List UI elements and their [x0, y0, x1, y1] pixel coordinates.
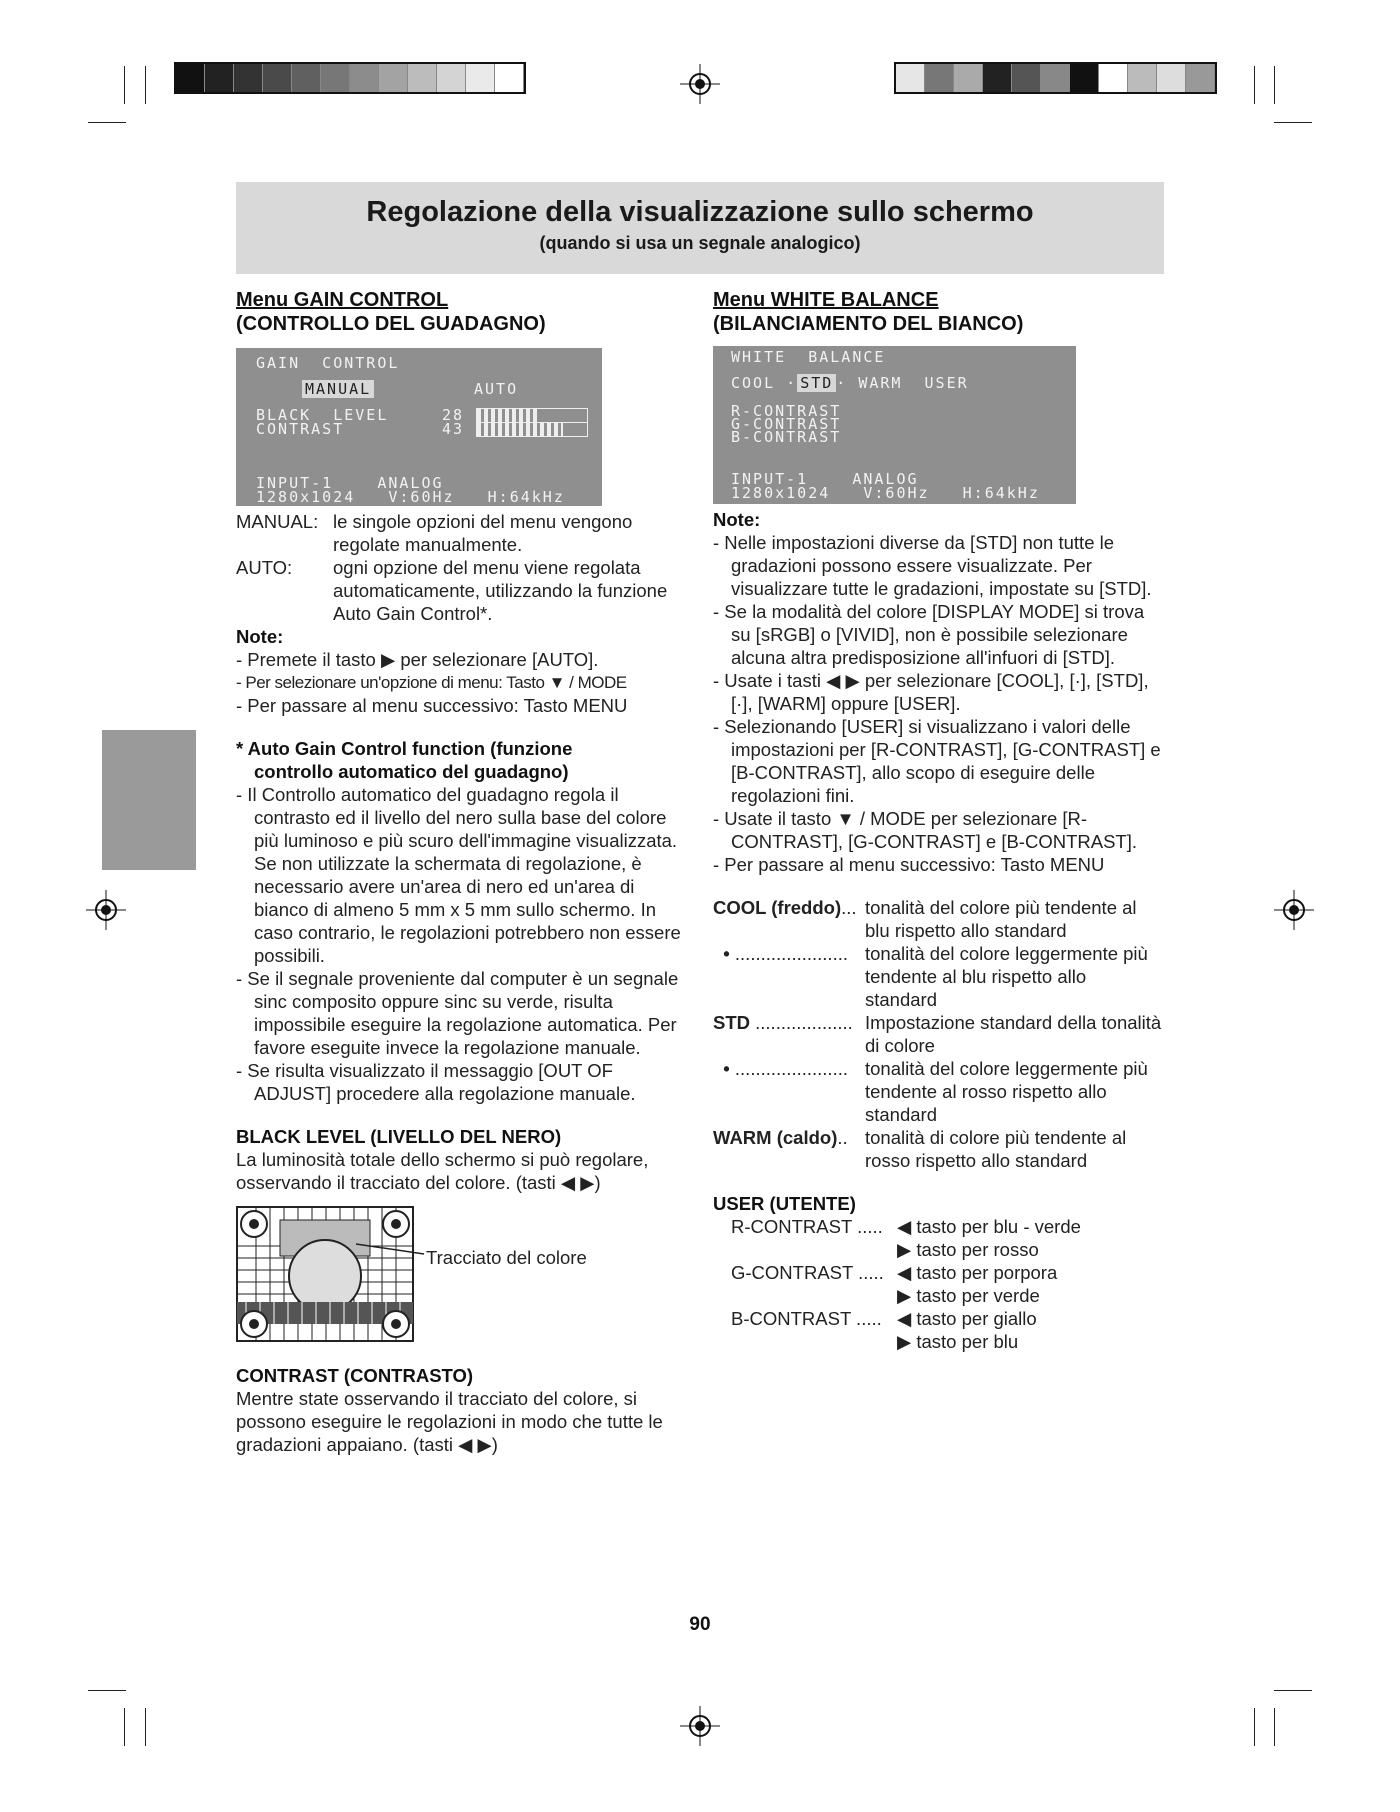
crop-mark: [145, 1708, 146, 1746]
osd-mode-row: COOL · STD · WARM USER: [731, 374, 969, 392]
osd-auto-option: AUTO: [474, 380, 519, 398]
black-level-title: BLACK LEVEL (LIVELLO DEL NERO): [236, 1126, 562, 1147]
crop-mark: [124, 66, 125, 104]
osd-input: INPUT-1 ANALOG: [731, 470, 919, 488]
side-tab: [102, 730, 196, 870]
osd-input: INPUT-1 ANALOG: [256, 474, 444, 492]
osd-black-bar: [476, 408, 588, 423]
user-r: R-CONTRAST ..... ◀ tasto per blu - verde ▶ tasto per rosso: [731, 1216, 1081, 1260]
note-item: - Per selezionare un'opzione di menu: Tasto ▼ / MODE: [236, 673, 627, 692]
agc-subtitle: controllo automatico del guadagno): [254, 761, 569, 782]
registration-mark-icon: [1274, 890, 1314, 930]
user-b: B-CONTRAST ..... ◀ tasto per giallo ▶ tasto per blu: [731, 1308, 1037, 1352]
color-bar-left: [174, 62, 526, 94]
def-std: STD ................... Impostazione standard della tonalità di colore: [713, 1012, 1162, 1056]
note-item: - Per passare al menu successivo: Tasto MENU: [713, 854, 1105, 875]
agc-item: - Se il segnale proveniente dal computer è un segnale sinc composito oppure sinc su verde, risulta impossibile eseguire la regolazione automatica. Per favore eseguite invece la regolazione manuale.: [236, 968, 679, 1058]
page-number: 90: [689, 1614, 711, 1635]
def-cool: COOL (freddo)... tonalità del colore più tendente al blu rispetto allo standard: [713, 897, 1137, 941]
def-dot: • ...................... tonalità del colore leggermente più tendente al blu rispetto allo standard: [713, 943, 1148, 1010]
manual-def: MANUAL: le singole opzioni del menu vengono regolate manualmente.: [236, 511, 633, 555]
osd-contrast-bar: [476, 422, 588, 437]
osd-black-value: 28: [442, 406, 465, 424]
crop-mark: [88, 122, 126, 123]
agc-item: - Se risulta visualizzato il messaggio [OUT OF ADJUST] procedere alla regolazione manuale.: [236, 1060, 636, 1104]
crop-mark: [88, 1690, 126, 1691]
auto-def: AUTO: ogni opzione del menu viene regolata automaticamente, utilizzando la funzione Auto Gain Control*.: [236, 557, 668, 624]
note-heading: Note:: [713, 509, 761, 530]
user-title: USER (UTENTE): [713, 1193, 856, 1214]
page-title: Regolazione della visualizzazione sullo schermo: [366, 196, 1034, 228]
agc-title: * Auto Gain Control function (funzione: [236, 738, 573, 759]
osd-contrast: CONTRAST: [256, 420, 345, 438]
gain-title: Menu GAIN CONTROL: [236, 289, 449, 311]
note-item: - Nelle impostazioni diverse da [STD] non tutte le gradazioni possono essere visualizzate. Per visualizzare tutte le gradazioni, impostate su [STD].: [713, 532, 1152, 599]
color-pattern-image: [236, 1206, 414, 1342]
gain-subtitle: (CONTROLLO DEL GUADAGNO): [236, 313, 546, 335]
osd-title: WHITE BALANCE: [731, 348, 886, 366]
left-column: [236, 288, 686, 1456]
crop-mark: [1274, 1708, 1275, 1746]
page-header: [236, 182, 1164, 274]
wb-osd-screen: [713, 346, 1076, 504]
def-warm: WARM (caldo).. tonalità di colore più tendente al rosso rispetto allo standard: [713, 1127, 1127, 1171]
osd-manual-option: MANUAL: [302, 380, 374, 398]
color-bar-right: [894, 62, 1217, 94]
agc-item: - Il Controllo automatico del guadagno regola il contrasto ed il livello del nero sulla base del colore più luminoso e più scuro dell'immagine visualizzata. Se non utilizzate la schermata di regolazione, è necessario avere un'area di nero ed un'area di bianco di almeno 5 mm x 5 mm sullo schermo. In caso contrario, le regolazioni potrebbero non essere possibili.: [236, 784, 681, 966]
pattern-label: Tracciato del colore: [426, 1247, 587, 1268]
osd-b-contrast: B-CONTRAST: [731, 428, 842, 446]
osd-resolution: 1280x1024 V:60Hz H:64kHz: [256, 488, 565, 506]
color-pattern-figure: [236, 1206, 686, 1348]
note-item: - Usate i tasti ◀ ▶ per selezionare [COOL], [·], [STD], [·], [WARM] oppure [USER].: [713, 670, 1149, 714]
note-item: - Per passare al menu successivo: Tasto MENU: [236, 695, 628, 716]
note-heading: Note:: [236, 626, 284, 647]
right-column: [713, 288, 1163, 1353]
osd-r-contrast: R-CONTRAST: [731, 402, 842, 420]
registration-mark-icon: [86, 890, 126, 930]
wb-subtitle: (BILANCIAMENTO DEL BIANCO): [713, 313, 1024, 335]
wb-title: Menu WHITE BALANCE: [713, 289, 939, 311]
registration-mark-icon: [680, 64, 720, 104]
note-item: - Premete il tasto ▶ per selezionare [AUTO].: [236, 649, 599, 670]
registration-mark-icon: [680, 1706, 720, 1746]
gain-osd-screen: [236, 348, 602, 506]
crop-mark: [1274, 66, 1275, 104]
crop-mark: [124, 1708, 125, 1746]
page-subtitle: (quando si usa un segnale analogico): [539, 233, 861, 253]
crop-mark: [1274, 1690, 1312, 1691]
osd-black-level: BLACK LEVEL: [256, 406, 389, 424]
osd-resolution: 1280x1024 V:60Hz H:64kHz: [731, 484, 1040, 502]
crop-mark: [1254, 66, 1255, 104]
contrast-title: CONTRAST (CONTRASTO): [236, 1365, 474, 1386]
crop-mark: [1274, 122, 1312, 123]
osd-contrast-value: 43: [442, 420, 465, 438]
black-level-text: La luminosità totale dello schermo si può regolare, osservando il tracciato del colore. (tasti ◀ ▶): [236, 1149, 649, 1193]
crop-mark: [1254, 1708, 1255, 1746]
note-item: - Se la modalità del colore [DISPLAY MODE] si trova su [sRGB] o [VIVID], non è possibile selezionare alcuna altra predisposizione all'infuori di [STD].: [713, 601, 1145, 668]
note-item: - Selezionando [USER] si visualizzano i valori delle impostazioni per [R-CONTRAST], [G-CONTRAST] e [B-CONTRAST], allo scopo di eseguire delle regolazioni fini.: [713, 716, 1161, 806]
user-g: G-CONTRAST ..... ◀ tasto per porpora ▶ tasto per verde: [731, 1262, 1058, 1306]
crop-mark: [145, 66, 146, 104]
osd-title: GAIN CONTROL: [256, 354, 400, 372]
note-item: - Usate il tasto ▼ / MODE per selezionare [R-CONTRAST], [G-CONTRAST] e [B-CONTRAST].: [713, 808, 1137, 852]
osd-g-contrast: G-CONTRAST: [731, 415, 842, 433]
def-dot: • ...................... tonalità del colore leggermente più tendente al rosso rispetto allo standard: [713, 1058, 1148, 1125]
pointer-line-icon: [356, 1240, 426, 1260]
contrast-text: Mentre state osservando il tracciato del colore, si possono eseguire le regolazioni in modo che tutte le gradazioni appaiano. (tasti ◀ ▶): [236, 1388, 663, 1455]
